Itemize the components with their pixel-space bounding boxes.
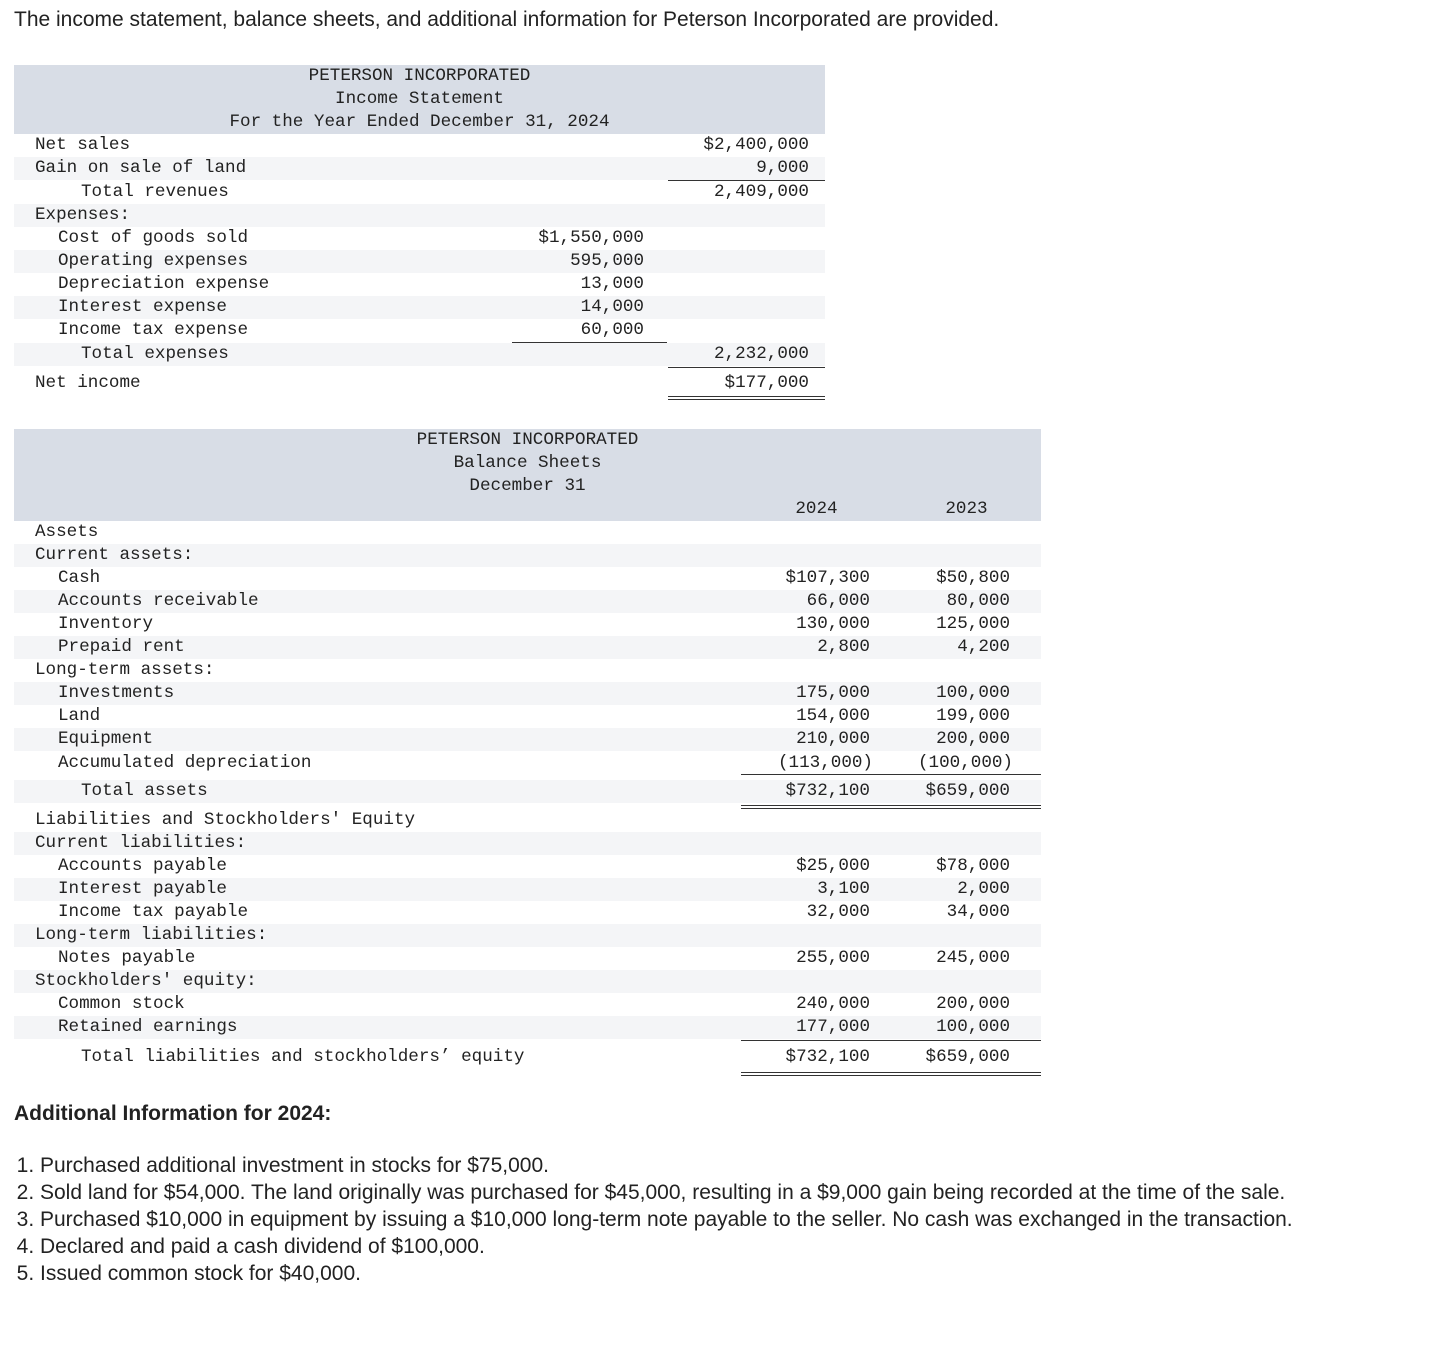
is-row-expense — [14, 227, 825, 250]
total-expenses-value: 2,232,000 — [713, 344, 809, 364]
equity-heading: Stockholders' equity: — [35, 971, 257, 991]
additional-info-item: 4. Declared and paid a cash dividend of $100,000. — [40, 1233, 1414, 1260]
net-income-label: Net income — [35, 373, 141, 393]
bs-row — [14, 993, 1041, 1016]
is-title: Income Statement — [335, 89, 504, 109]
expense-value: 60,000 — [580, 320, 644, 340]
equity-heading — [14, 970, 1041, 993]
col-header-2023: 2023 — [945, 499, 988, 519]
bs-row-label: Interest payable — [58, 879, 227, 899]
bs-row — [14, 878, 1041, 901]
balance-sheet-header — [14, 429, 1041, 521]
equity-underline — [741, 1040, 1041, 1041]
additional-info-list — [14, 1152, 1414, 1287]
value-2023: 199,000 — [936, 706, 1010, 726]
bs-row — [14, 567, 1041, 590]
value-2024: $732,100 — [785, 781, 870, 801]
balance-sheet-rows — [14, 521, 1041, 1081]
value-2024: 154,000 — [796, 706, 870, 726]
intro-text: The income statement, balance sheets, and additional information for Peterson Incorporated are provided. — [14, 8, 1000, 31]
total-revenues-value: 2,409,000 — [713, 182, 809, 202]
bs-row — [14, 1016, 1041, 1039]
bs-row — [14, 728, 1041, 751]
value-2024: (113,000) — [777, 753, 873, 773]
is-row-expenses-heading — [14, 204, 825, 227]
is-company: PETERSON INCORPORATED — [308, 66, 531, 86]
bs-row — [14, 855, 1041, 878]
net-sales-label: Net sales — [35, 135, 131, 155]
bs-row-label: Total liabilities and stockholders’ equity — [81, 1047, 525, 1067]
is-period: For the Year Ended December 31, 2024 — [229, 112, 610, 132]
is-row-total-revenues — [14, 181, 825, 204]
is-row-expense — [14, 296, 825, 319]
value-2023: 245,000 — [936, 948, 1010, 968]
bs-row — [14, 947, 1041, 970]
is-row-net-sales — [14, 134, 825, 157]
long-term-liabilities-heading: Long-term liabilities: — [35, 925, 268, 945]
gain-label: Gain on sale of land — [35, 158, 247, 178]
liabilities-equity-heading — [14, 809, 1041, 832]
value-2024: 130,000 — [796, 614, 870, 634]
value-2023: $50,800 — [936, 568, 1010, 588]
bs-company: PETERSON INCORPORATED — [416, 430, 639, 450]
additional-info-item: 5. Issued common stock for $40,000. — [40, 1260, 1414, 1287]
bs-row — [14, 752, 1041, 775]
long-term-assets-heading — [14, 659, 1041, 682]
net-income-double-underline — [668, 396, 825, 400]
value-2023: 80,000 — [946, 591, 1010, 611]
total-assets-double-underline — [741, 805, 1041, 809]
value-2023: $659,000 — [925, 781, 1010, 801]
assets-heading: Assets — [35, 522, 99, 542]
value-2024: 3,100 — [817, 879, 870, 899]
long-term-assets-heading: Long-term assets: — [35, 660, 215, 680]
current-assets-heading: Current assets: — [35, 545, 194, 565]
expenses-heading: Expenses: — [35, 205, 131, 225]
value-2024: 240,000 — [796, 994, 870, 1014]
additional-info-item: 2. Sold land for $54,000. The land originally was purchased for $45,000, resulting in a $9,000 gain being recorded at the time of the sale. — [40, 1179, 1414, 1206]
bs-row — [14, 682, 1041, 705]
value-2023: $78,000 — [936, 856, 1010, 876]
additional-info-title: Additional Information for 2024: — [14, 1102, 332, 1125]
additional-info-item: 3. Purchased $10,000 in equipment by issuing a $10,000 long-term note payable to the seller. No cash was exchanged in the transaction. — [40, 1206, 1414, 1233]
value-2023: 2,000 — [957, 879, 1010, 899]
value-2024: 66,000 — [806, 591, 870, 611]
value-2023: $659,000 — [925, 1047, 1010, 1067]
col-header-2024: 2024 — [795, 499, 838, 519]
value-2024: 177,000 — [796, 1017, 870, 1037]
value-2024: 210,000 — [796, 729, 870, 749]
bs-row — [14, 705, 1041, 728]
assets-underline — [741, 774, 1041, 775]
total-liabilities-equity-row — [14, 1046, 1041, 1069]
value-2023: 4,200 — [957, 637, 1010, 657]
expense-value: 595,000 — [570, 251, 644, 271]
bs-row-label: Total assets — [81, 781, 208, 801]
bs-row-label: Prepaid rent — [58, 637, 185, 657]
bs-row — [14, 613, 1041, 636]
value-2023: 200,000 — [936, 729, 1010, 749]
bs-row-label: Equipment — [58, 729, 154, 749]
net-income-value: $177,000 — [724, 373, 809, 393]
total-expenses-underline — [668, 367, 825, 368]
bs-row-label: Accounts payable — [58, 856, 227, 876]
current-liabilities-heading: Current liabilities: — [35, 833, 247, 853]
is-row-expense — [14, 319, 825, 342]
value-2023: 100,000 — [936, 683, 1010, 703]
value-2023: (100,000) — [917, 753, 1013, 773]
expense-label: Operating expenses — [58, 251, 249, 271]
value-2023: 200,000 — [936, 994, 1010, 1014]
bs-row — [14, 901, 1041, 924]
expense-value: $1,550,000 — [538, 228, 644, 248]
gain-value: 9,000 — [756, 158, 809, 178]
bs-row-label: Accounts receivable — [58, 591, 259, 611]
current-assets-heading — [14, 544, 1041, 567]
total-expenses-label: Total expenses — [81, 344, 229, 364]
total-liabilities-double-underline — [741, 1072, 1041, 1076]
bs-row-label: Land — [58, 706, 101, 726]
value-2024: $732,100 — [785, 1047, 870, 1067]
value-2024: $107,300 — [785, 568, 870, 588]
income-statement-header — [14, 65, 825, 134]
is-row-expense — [14, 273, 825, 296]
bs-row-label: Inventory — [58, 614, 154, 634]
expense-label: Cost of goods sold — [58, 228, 249, 248]
is-row-total-expenses — [14, 343, 825, 366]
current-liabilities-heading — [14, 832, 1041, 855]
is-row-net-income — [14, 372, 825, 395]
income-statement — [14, 65, 825, 405]
assets-heading — [14, 521, 1041, 544]
expense-value: 13,000 — [580, 274, 644, 294]
value-2024: 32,000 — [806, 902, 870, 922]
bs-row-label: Notes payable — [58, 948, 196, 968]
bs-row-label: Accumulated depreciation — [58, 753, 312, 773]
bs-date: December 31 — [469, 476, 586, 496]
bs-row-label: Retained earnings — [58, 1017, 238, 1037]
value-2024: 2,800 — [817, 637, 870, 657]
net-sales-value: $2,400,000 — [703, 135, 809, 155]
value-2024: $25,000 — [796, 856, 870, 876]
value-2024: 255,000 — [796, 948, 870, 968]
value-2023: 125,000 — [936, 614, 1010, 634]
liabilities-equity-heading: Liabilities and Stockholders' Equity — [35, 810, 416, 830]
expense-value: 14,000 — [580, 297, 644, 317]
bs-row-label: Income tax payable — [58, 902, 249, 922]
bs-row — [14, 636, 1041, 659]
long-term-liabilities-heading — [14, 924, 1041, 947]
total-revenues-label: Total revenues — [81, 182, 229, 202]
value-2024: 175,000 — [796, 683, 870, 703]
expense-label: Interest expense — [58, 297, 227, 317]
value-2023: 34,000 — [946, 902, 1010, 922]
expense-label: Depreciation expense — [58, 274, 270, 294]
bs-row — [14, 590, 1041, 613]
bs-title: Balance Sheets — [453, 453, 602, 473]
expense-label: Income tax expense — [58, 320, 249, 340]
is-row-expense — [14, 250, 825, 273]
total-assets-row — [14, 780, 1041, 803]
bs-row-label: Investments — [58, 683, 175, 703]
is-row-gain — [14, 157, 825, 180]
bs-row-label: Common stock — [58, 994, 185, 1014]
additional-info-item: 1. Purchased additional investment in stocks for $75,000. — [40, 1152, 1414, 1179]
bs-row-label: Cash — [58, 568, 101, 588]
value-2023: 100,000 — [936, 1017, 1010, 1037]
